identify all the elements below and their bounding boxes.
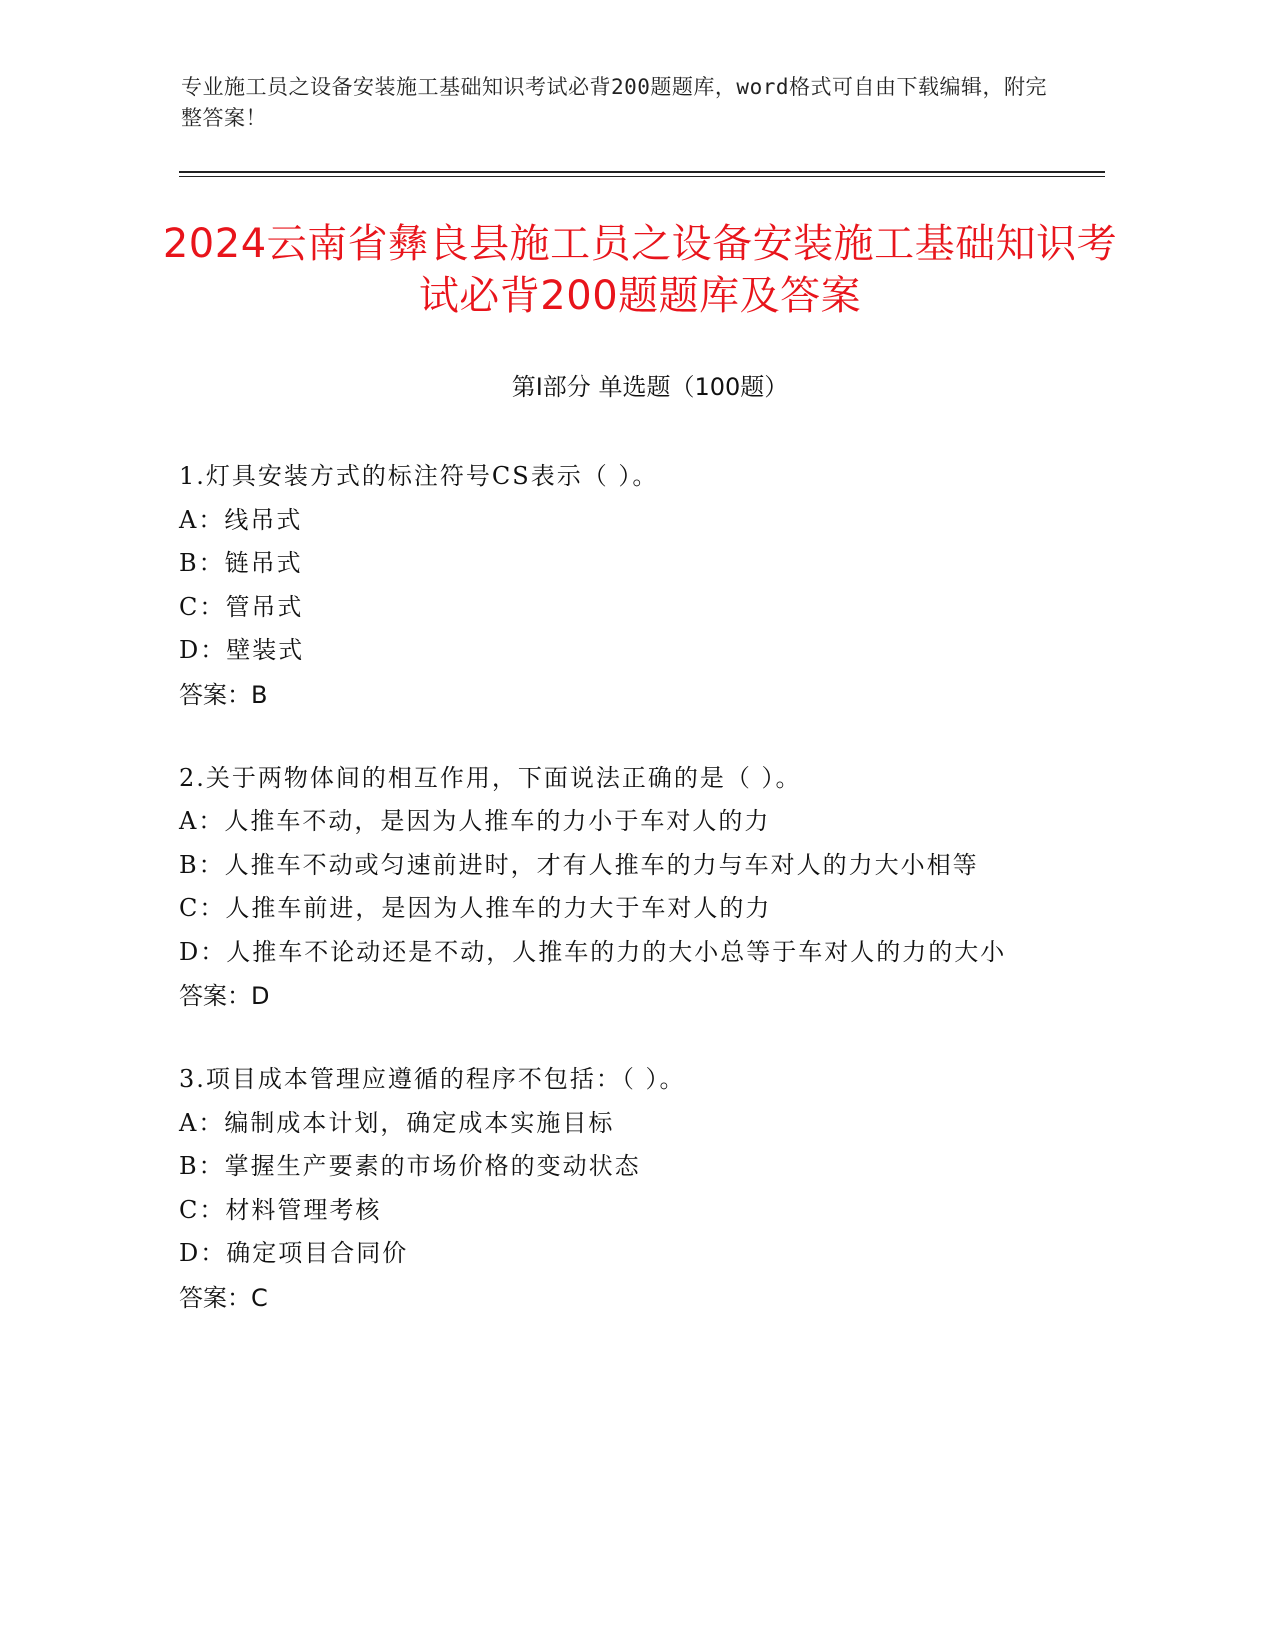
question-answer: 答案：D: [179, 982, 270, 1010]
option-a: A：线吊式: [179, 505, 303, 534]
option-a: A：人推车不动，是因为人推车的力小于车对人的力: [179, 807, 771, 835]
option-d: D：人推车不论动还是不动，人推车的力的大小总等于车对人的力的大小: [179, 937, 1007, 966]
header-note: 专业施工员之设备安装施工基础知识考试必背200题题库，word格式可自由下载编辑，附完整答案！: [181, 75, 1047, 130]
question-answer: 答案：B: [179, 680, 268, 709]
question-stem: 2.关于两物体间的相互作用，下面说法正确的是（ ）。: [179, 763, 802, 792]
option-b: B：人推车不动或匀速前进时，才有人推车的力与车对人的力大小相等: [179, 850, 979, 879]
option-a: A：编制成本计划，确定成本实施目标: [179, 1108, 615, 1137]
option-b: B：掌握生产要素的市场价格的变动状态: [179, 1152, 641, 1180]
question-stem: 3.项目成本管理应遵循的程序不包括：（ ）。: [179, 1065, 686, 1093]
section-title: 第Ⅰ部分 单选题（100题）: [511, 373, 789, 401]
question-list: [179, 455, 1039, 1360]
option-c: C：材料管理考核: [179, 1195, 382, 1224]
question-item: [179, 455, 1039, 717]
question-answer: 答案：C: [179, 1283, 268, 1312]
question-item: [179, 757, 1039, 1019]
question-stem: 1.灯具安装方式的标注符号CS表示（ ）。: [179, 462, 659, 490]
option-c: C：人推车前进，是因为人推车的力大于车对人的力: [179, 894, 772, 922]
option-c: C：管吊式: [179, 592, 304, 621]
document-title: 2024云南省彝良县施工员之设备安装施工基础知识考试必背200题题库及答案: [162, 221, 1118, 319]
option-d: D：壁装式: [179, 636, 305, 664]
option-d: D：确定项目合同价: [179, 1239, 409, 1267]
question-item: [179, 1058, 1039, 1320]
header-divider-thick: [179, 171, 1105, 173]
option-b: B：链吊式: [179, 549, 303, 577]
header-divider-thin: [179, 176, 1105, 177]
